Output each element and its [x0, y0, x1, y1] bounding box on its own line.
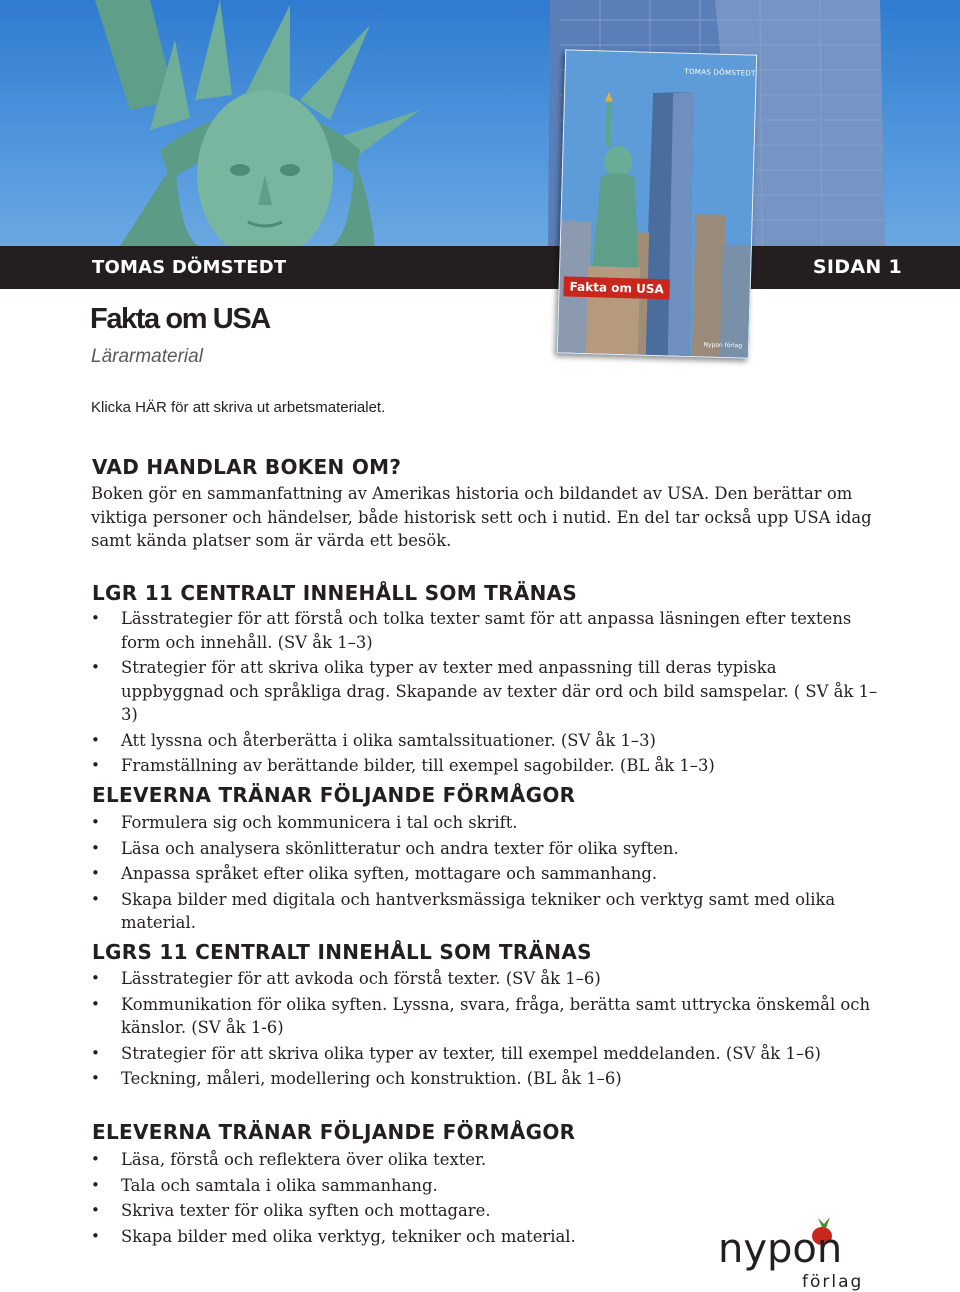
list-item: • Skriva texter för olika syften och mottagare. — [91, 1199, 881, 1223]
section-heading: LGRS 11 CENTRALT INNEHÅLL SOM TRÄNAS — [92, 940, 592, 964]
book-title: Fakta om USA — [90, 303, 270, 335]
header-bar — [0, 246, 960, 289]
section-heading: ELEVERNA TRÄNAR FÖLJANDE FÖRMÅGOR — [92, 783, 576, 807]
list-item: • Framställning av berättande bilder, till exempel sagobilder. (BL åk 1–3) — [91, 754, 881, 778]
bullet-list — [91, 811, 881, 937]
list-item: • Skapa bilder med olika verktyg, tekniker och material. — [91, 1225, 881, 1249]
statue-of-liberty-photo — [0, 0, 960, 246]
list-item: • Anpassa språket efter olika syften, mottagare och sammanhang. — [91, 862, 881, 886]
header-author: TOMAS DÖMSTEDT — [92, 257, 287, 278]
list-item: • Läsa och analysera skönlitteratur och andra texter för olika syften. — [91, 837, 881, 861]
list-item: • Strategier för att skriva olika typer av texter med anpassning till deras typiska uppbyggnad och språkliga drag. Skapande av texter där ord och bild samspelar. ( SV åk 1–3) — [91, 656, 881, 727]
cover-illustration — [558, 50, 756, 357]
list-item: • Läsa, förstå och reflektera över olika texter. — [91, 1148, 881, 1172]
list-item: • Teckning, måleri, modellering och konstruktion. (BL åk 1–6) — [91, 1067, 881, 1091]
list-item: • Strategier för att skriva olika typer av texter, till exempel meddelanden. (SV åk 1–6) — [91, 1042, 881, 1066]
list-item: • Skapa bilder med digitala och hantverksmässiga tekniker och verktyg samt med olika material. — [91, 888, 881, 935]
cover-publisher: Nypon förlag — [703, 341, 743, 350]
print-worksheet-link[interactable]: Klicka HÄR för att skriva ut arbetsmaterialet. — [91, 399, 386, 416]
list-item: • Formulera sig och kommunicera i tal och skrift. — [91, 811, 881, 835]
cover-author: TOMAS DÖMSTEDT — [684, 67, 756, 78]
nypon-forlag-logo — [718, 1212, 868, 1292]
logo-wordmark: nypon — [718, 1226, 843, 1272]
list-item: • Kommunikation för olika syften. Lyssna, svara, fråga, berätta samt uttrycka önskemål och känslor. (SV åk 1-6) — [91, 993, 881, 1040]
cover-title-badge: Fakta om USA — [563, 276, 670, 299]
list-item: • Tala och samtala i olika sammanhang. — [91, 1174, 881, 1198]
section-heading: LGR 11 CENTRALT INNEHÅLL SOM TRÄNAS — [92, 581, 578, 605]
bullet-list — [91, 607, 881, 780]
book-subtitle: Lärarmaterial — [91, 346, 203, 367]
section-paragraph: Boken gör en sammanfattning av Amerikas historia och bildandet av USA. Den berättar om viktiga personer och händelser, både historisk sett och i nutid. En del tar också upp USA idag samt kända platser som är värda ett besök. — [91, 484, 872, 550]
section-heading: VAD HANDLAR BOKEN OM? — [92, 455, 402, 479]
bullet-list — [91, 967, 881, 1093]
list-item: • Lässtrategier för att avkoda och förstå texter. (SV åk 1–6) — [91, 967, 881, 991]
logo-subtext: förlag — [802, 1272, 864, 1292]
list-item: • Lässtrategier för att förstå och tolka texter samt för att anpassa läsningen efter textens form och innehåll. (SV åk 1–3) — [91, 607, 881, 654]
book-cover — [557, 49, 757, 358]
list-item: • Att lyssna och återberätta i olika samtalssituationer. (SV åk 1–3) — [91, 729, 881, 753]
hero-photo — [0, 0, 960, 246]
section-heading: ELEVERNA TRÄNAR FÖLJANDE FÖRMÅGOR — [92, 1120, 576, 1144]
page-number: SIDAN 1 — [812, 256, 902, 278]
